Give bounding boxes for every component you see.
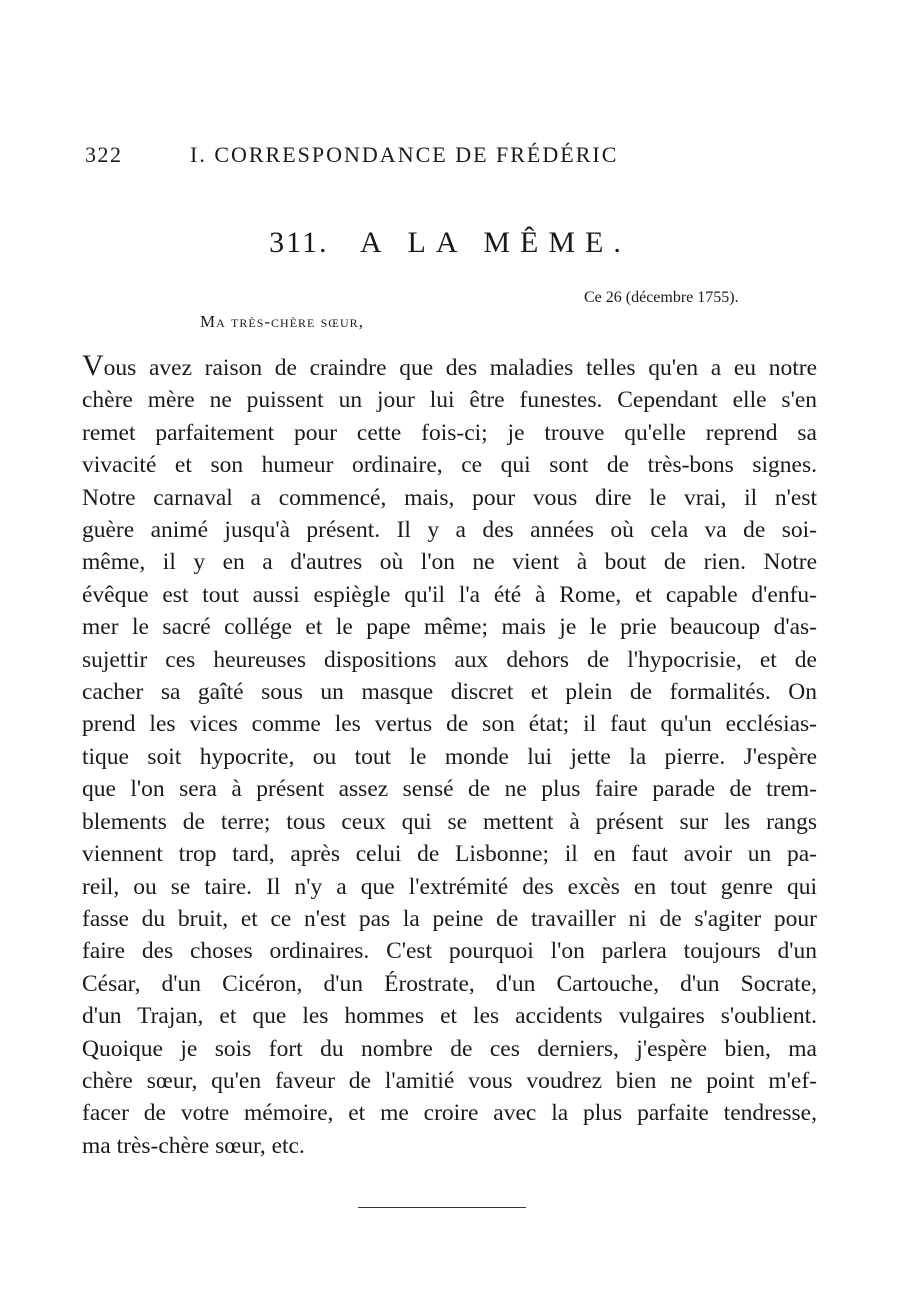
letter-body-line: Notre carnaval a commencé, mais, pour vous dire le vrai, il n'est — [82, 484, 817, 511]
letter-body-line: Vous avez raison de craindre que des maladies telles qu'en a eu notre — [82, 349, 817, 382]
letter-body-line: remet parfaitement pour cette fois-ci; je trouve qu'elle reprend sa — [82, 419, 817, 446]
letter-body-line: blements de terre; tous ceux qui se mettent à présent sur les rangs — [82, 808, 817, 835]
letter-body-line: ma très-chère sœur, etc. — [82, 1132, 305, 1159]
letter-body — [82, 350, 817, 1162]
end-rule — [358, 1207, 526, 1208]
letter-body-line: facer de votre mémoire, et me croire avec la plus parfaite tendresse, — [82, 1100, 817, 1127]
letter-body-line: chère sœur, qu'en faveur de l'amitié vous voudrez bien ne point m'ef- — [82, 1067, 817, 1094]
letter-body-line: chère mère ne puissent un jour lui être funestes. Cependant elle s'en — [82, 387, 817, 414]
letter-body-line: évêque est tout aussi espiègle qu'il l'a été à Rome, et capable d'enfu- — [82, 581, 817, 608]
letter-dateline: Ce 26 (décembre 1755). — [584, 289, 739, 306]
page-number: 322 — [85, 142, 123, 167]
letter-title — [0, 226, 900, 260]
letter-body-line: mer le sacré collége et le pape même; mais je le prie beaucoup d'as- — [82, 614, 817, 641]
letter-body-line: fasse du bruit, et ce n'est pas la peine de travailler ni de s'agiter pour — [82, 905, 817, 932]
letter-number: 311. — [269, 226, 329, 259]
letter-body-line: Quoique je sois fort du nombre de ces derniers, j'espère bien, ma — [82, 1035, 817, 1062]
letter-body-line: cacher sa gaîté sous un masque discret et plein de formalités. On — [82, 679, 817, 706]
letter-salutation: Ma très-chère sœur, — [200, 312, 364, 331]
letter-body-line: viennent trop tard, après celui de Lisbonne; il en faut avoir un pa- — [82, 841, 817, 868]
letter-body-line: d'un Trajan, et que les hommes et les accidents vulgaires s'oublient. — [82, 1003, 817, 1030]
running-title: I. CORRESPONDANCE DE FRÉDÉRIC — [190, 142, 619, 167]
letter-body-line: reil, ou se taire. Il n'y a que l'extrémité des excès en tout genre qui — [82, 873, 817, 900]
letter-body-line: prend les vices comme les vertus de son état; il faut qu'un ecclésias- — [82, 711, 817, 738]
letter-recipient-title: A LA MÊME. — [360, 226, 631, 259]
letter-body-line: même, il y en a d'autres où l'on ne vient à bout de rien. Notre — [82, 549, 817, 576]
letter-body-line: tique soit hypocrite, ou tout le monde lui jette la pierre. J'espère — [82, 743, 817, 770]
running-head — [85, 142, 725, 172]
letter-body-line: faire des choses ordinaires. C'est pourquoi l'on parlera toujours d'un — [82, 938, 817, 965]
letter-body-line: sujettir ces heureuses dispositions aux dehors de l'hypocrisie, et de — [82, 646, 817, 673]
letter-body-line: guère animé jusqu'à présent. Il y a des années où cela va de soi- — [82, 517, 817, 544]
letter-body-line: César, d'un Cicéron, d'un Érostrate, d'un Cartouche, d'un Socrate, — [82, 970, 817, 997]
letter-body-line: vivacité et son humeur ordinaire, ce qui sont de très-bons signes. — [82, 452, 817, 479]
letter-body-line: que l'on sera à présent assez sensé de ne plus faire parade de trem- — [82, 776, 817, 803]
